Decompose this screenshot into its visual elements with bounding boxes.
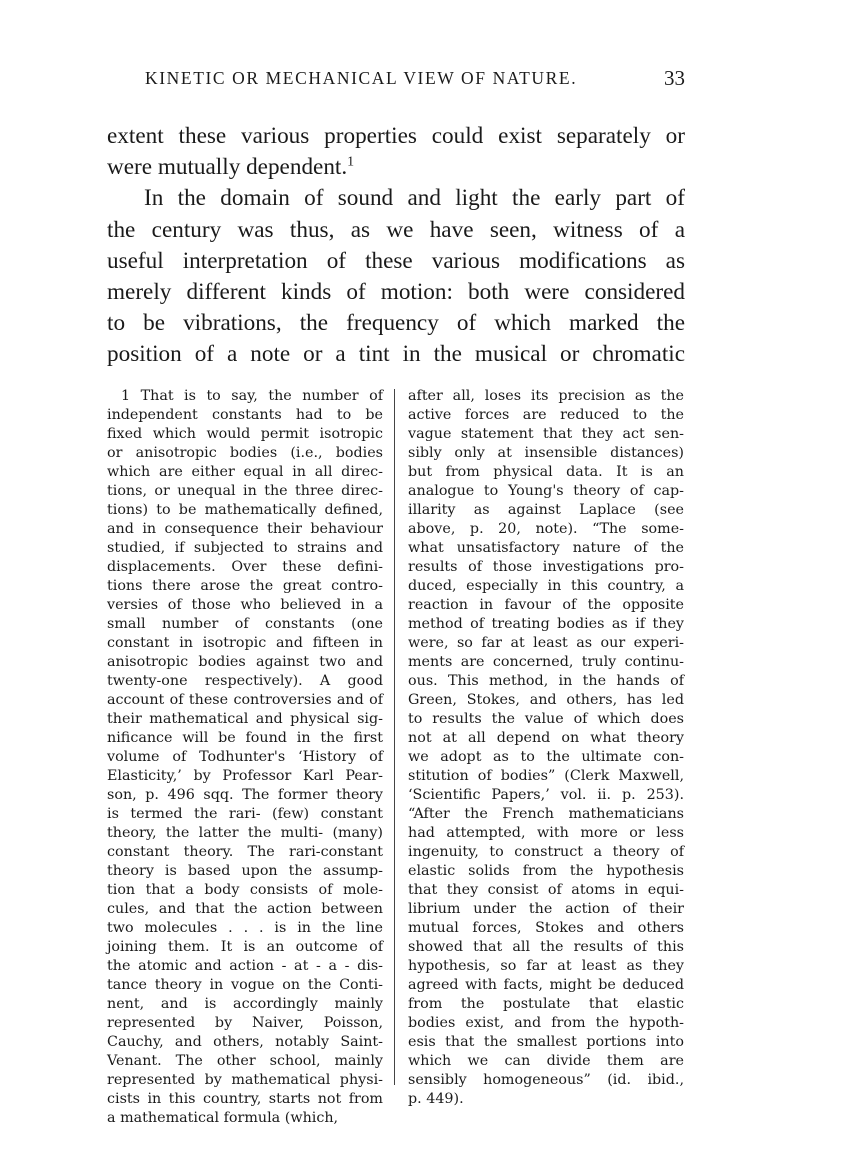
footnote-line: tion that a body consists of mole-: [107, 882, 383, 898]
body-line: In the domain of sound and light the early part of: [144, 185, 685, 212]
footnote-line: Green, Stokes, and others, has led: [408, 692, 684, 708]
footnote-line: sensibly homogeneous” (id. ibid.,: [408, 1072, 684, 1088]
footnote-line: which are either equal in all direc-: [107, 464, 383, 480]
footnote-line: ous. This method, in the hands of: [408, 673, 684, 689]
footnote-line: anisotropic bodies against two and: [107, 654, 383, 670]
page-number: 33: [664, 66, 685, 90]
footnote-column-right: [408, 387, 684, 1109]
footnote-line: method of treating bodies as if they: [408, 616, 684, 632]
footnote-line: the atomic and action - at - a - dis-: [107, 958, 383, 974]
body-line: merely different kinds of motion: both were considered: [107, 279, 685, 306]
footnote-line: nent, and is accordingly mainly: [107, 996, 383, 1012]
footnote-line: p. 449).: [408, 1091, 464, 1107]
footnote-line: son, p. 496 sqq. The former theory: [107, 787, 383, 803]
footnote-line: duced, especially in this country, a: [408, 578, 684, 594]
footnote-line: small number of constants (one: [107, 616, 383, 632]
footnote-line: tance theory in vogue on the Conti-: [107, 977, 383, 993]
footnote-line: is termed the rari- (few) constant: [107, 806, 383, 822]
footnote-line: hypothesis, so far at least as they: [408, 958, 684, 974]
footnote-line: had attempted, with more or less: [408, 825, 684, 841]
footnote-line: 1 That is to say, the number of: [121, 388, 383, 404]
footnote-line: joining them. It is an outcome of: [107, 939, 383, 955]
footnote-line: vague statement that they act sen-: [408, 426, 684, 442]
footnote-line: ‘Scientific Papers,’ vol. ii. p. 253).: [408, 787, 684, 803]
footnote-area: [107, 387, 685, 1126]
footnote-line: illarity as against Laplace (see: [408, 502, 684, 518]
footnote-line: sibly only at insensible distances): [408, 445, 684, 461]
footnote-line: not at all depend on what theory: [408, 730, 684, 746]
footnote-line: independent constants had to be: [107, 407, 383, 423]
footnote-line: “After the French mathematicians: [408, 806, 684, 822]
footnote-line: we adopt as to the ultimate con-: [408, 749, 684, 765]
footnote-line: to results the value of which does: [408, 711, 684, 727]
body-text: [107, 121, 685, 371]
footnote-line: fixed which would permit isotropic: [107, 426, 383, 442]
footnote-line: bodies exist, and from the hypoth-: [408, 1015, 684, 1031]
footnote-line: tions) to be mathematically defined,: [107, 502, 383, 518]
footnote-line: account of these controversies and of: [107, 692, 383, 708]
footnote-line: were, so far at least as our experi-: [408, 635, 684, 651]
footnote-line: studied, if subjected to strains and: [107, 540, 383, 556]
footnote-line: constant in isotropic and fifteen in: [107, 635, 383, 651]
footnote-line: represented by mathematical physi-: [107, 1072, 383, 1088]
footnote-line: after all, loses its precision as the: [408, 388, 684, 404]
body-line: position of a note or a tint in the musical or chromatic: [107, 341, 685, 368]
footnote-line: Venant. The other school, mainly: [107, 1053, 383, 1069]
footnote-line: agreed with facts, might be deduced: [408, 977, 684, 993]
footnote-line: tions there arose the great contro-: [107, 578, 383, 594]
footnote-line: their mathematical and physical sig-: [107, 711, 383, 727]
footnote-line: theory, the latter the multi- (many): [107, 825, 383, 841]
footnote-line: twenty-one respectively). A good: [107, 673, 383, 689]
footnote-line: but from physical data. It is an: [408, 464, 684, 480]
footnote-line: esis that the smallest portions into: [408, 1034, 684, 1050]
body-line: the century was thus, as we have seen, witness of a: [107, 216, 685, 243]
footnote-line: stitution of bodies” (Clerk Maxwell,: [408, 768, 684, 784]
body-line-text: were mutually dependent.: [107, 154, 348, 181]
footnote-reference: 1: [347, 154, 355, 170]
footnote-line: nificance will be found in the first: [107, 730, 383, 746]
footnote-line: cists in this country, starts not from: [107, 1091, 383, 1107]
footnote-line: or anisotropic bodies (i.e., bodies: [107, 445, 383, 461]
footnote-line: showed that all the results of this: [408, 939, 684, 955]
footnote-column-left: [107, 387, 383, 1128]
footnote-line: constant theory. The rari-constant: [107, 844, 383, 860]
footnote-line: displacements. Over these defini-: [107, 559, 383, 575]
footnote-line: tions, or unequal in the three direc-: [107, 483, 383, 499]
footnote-line: reaction in favour of the opposite: [408, 597, 684, 613]
footnote-line: represented by Naiver, Poisson,: [107, 1015, 383, 1031]
footnote-line: theory is based upon the assump-: [107, 863, 383, 879]
body-line: useful interpretation of these various modifications as: [107, 247, 685, 274]
body-line: to be vibrations, the frequency of which marked the: [107, 310, 685, 337]
footnote-line: mutual forces, Stokes and others: [408, 920, 684, 936]
footnote-line: that they consist of atoms in equi-: [408, 882, 684, 898]
running-title: KINETIC OR MECHANICAL VIEW OF NATURE.: [145, 68, 578, 88]
footnote-line: above, p. 20, note). “The some-: [408, 521, 684, 537]
footnote-line: Cauchy, and others, notably Saint-: [107, 1034, 383, 1050]
footnote-line: and in consequence their behaviour: [107, 521, 383, 537]
footnote-line: results of those investigations pro-: [408, 559, 684, 575]
body-line: extent these various properties could exist separately or: [107, 123, 685, 149]
footnote-line: elastic solids from the hypothesis: [408, 863, 684, 879]
footnote-line: which we can divide them are: [408, 1053, 684, 1069]
column-divider: [394, 389, 395, 1085]
footnote-line: volume of Todhunter's ‘History of: [107, 749, 383, 765]
footnote-line: analogue to Young's theory of cap-: [408, 483, 684, 499]
footnote-line: two molecules . . . is in the line: [107, 920, 383, 936]
footnote-line: cules, and that the action between: [107, 901, 383, 917]
footnote-line: versies of those who believed in a: [107, 597, 383, 613]
footnote-line: Elasticity,’ by Professor Karl Pear-: [107, 768, 383, 784]
footnote-line: librium under the action of their: [408, 901, 684, 917]
footnote-line: ingenuity, to construct a theory of: [408, 844, 684, 860]
body-line: [107, 152, 685, 183]
footnote-line: from the postulate that elastic: [408, 996, 684, 1012]
footnote-line: a mathematical formula (which,: [107, 1110, 339, 1126]
footnote-line: what unsatisfactory nature of the: [408, 540, 684, 556]
footnote-line: ments are concerned, truly continu-: [408, 654, 684, 670]
running-header: [145, 68, 685, 89]
footnote-line: active forces are reduced to the: [408, 407, 684, 423]
